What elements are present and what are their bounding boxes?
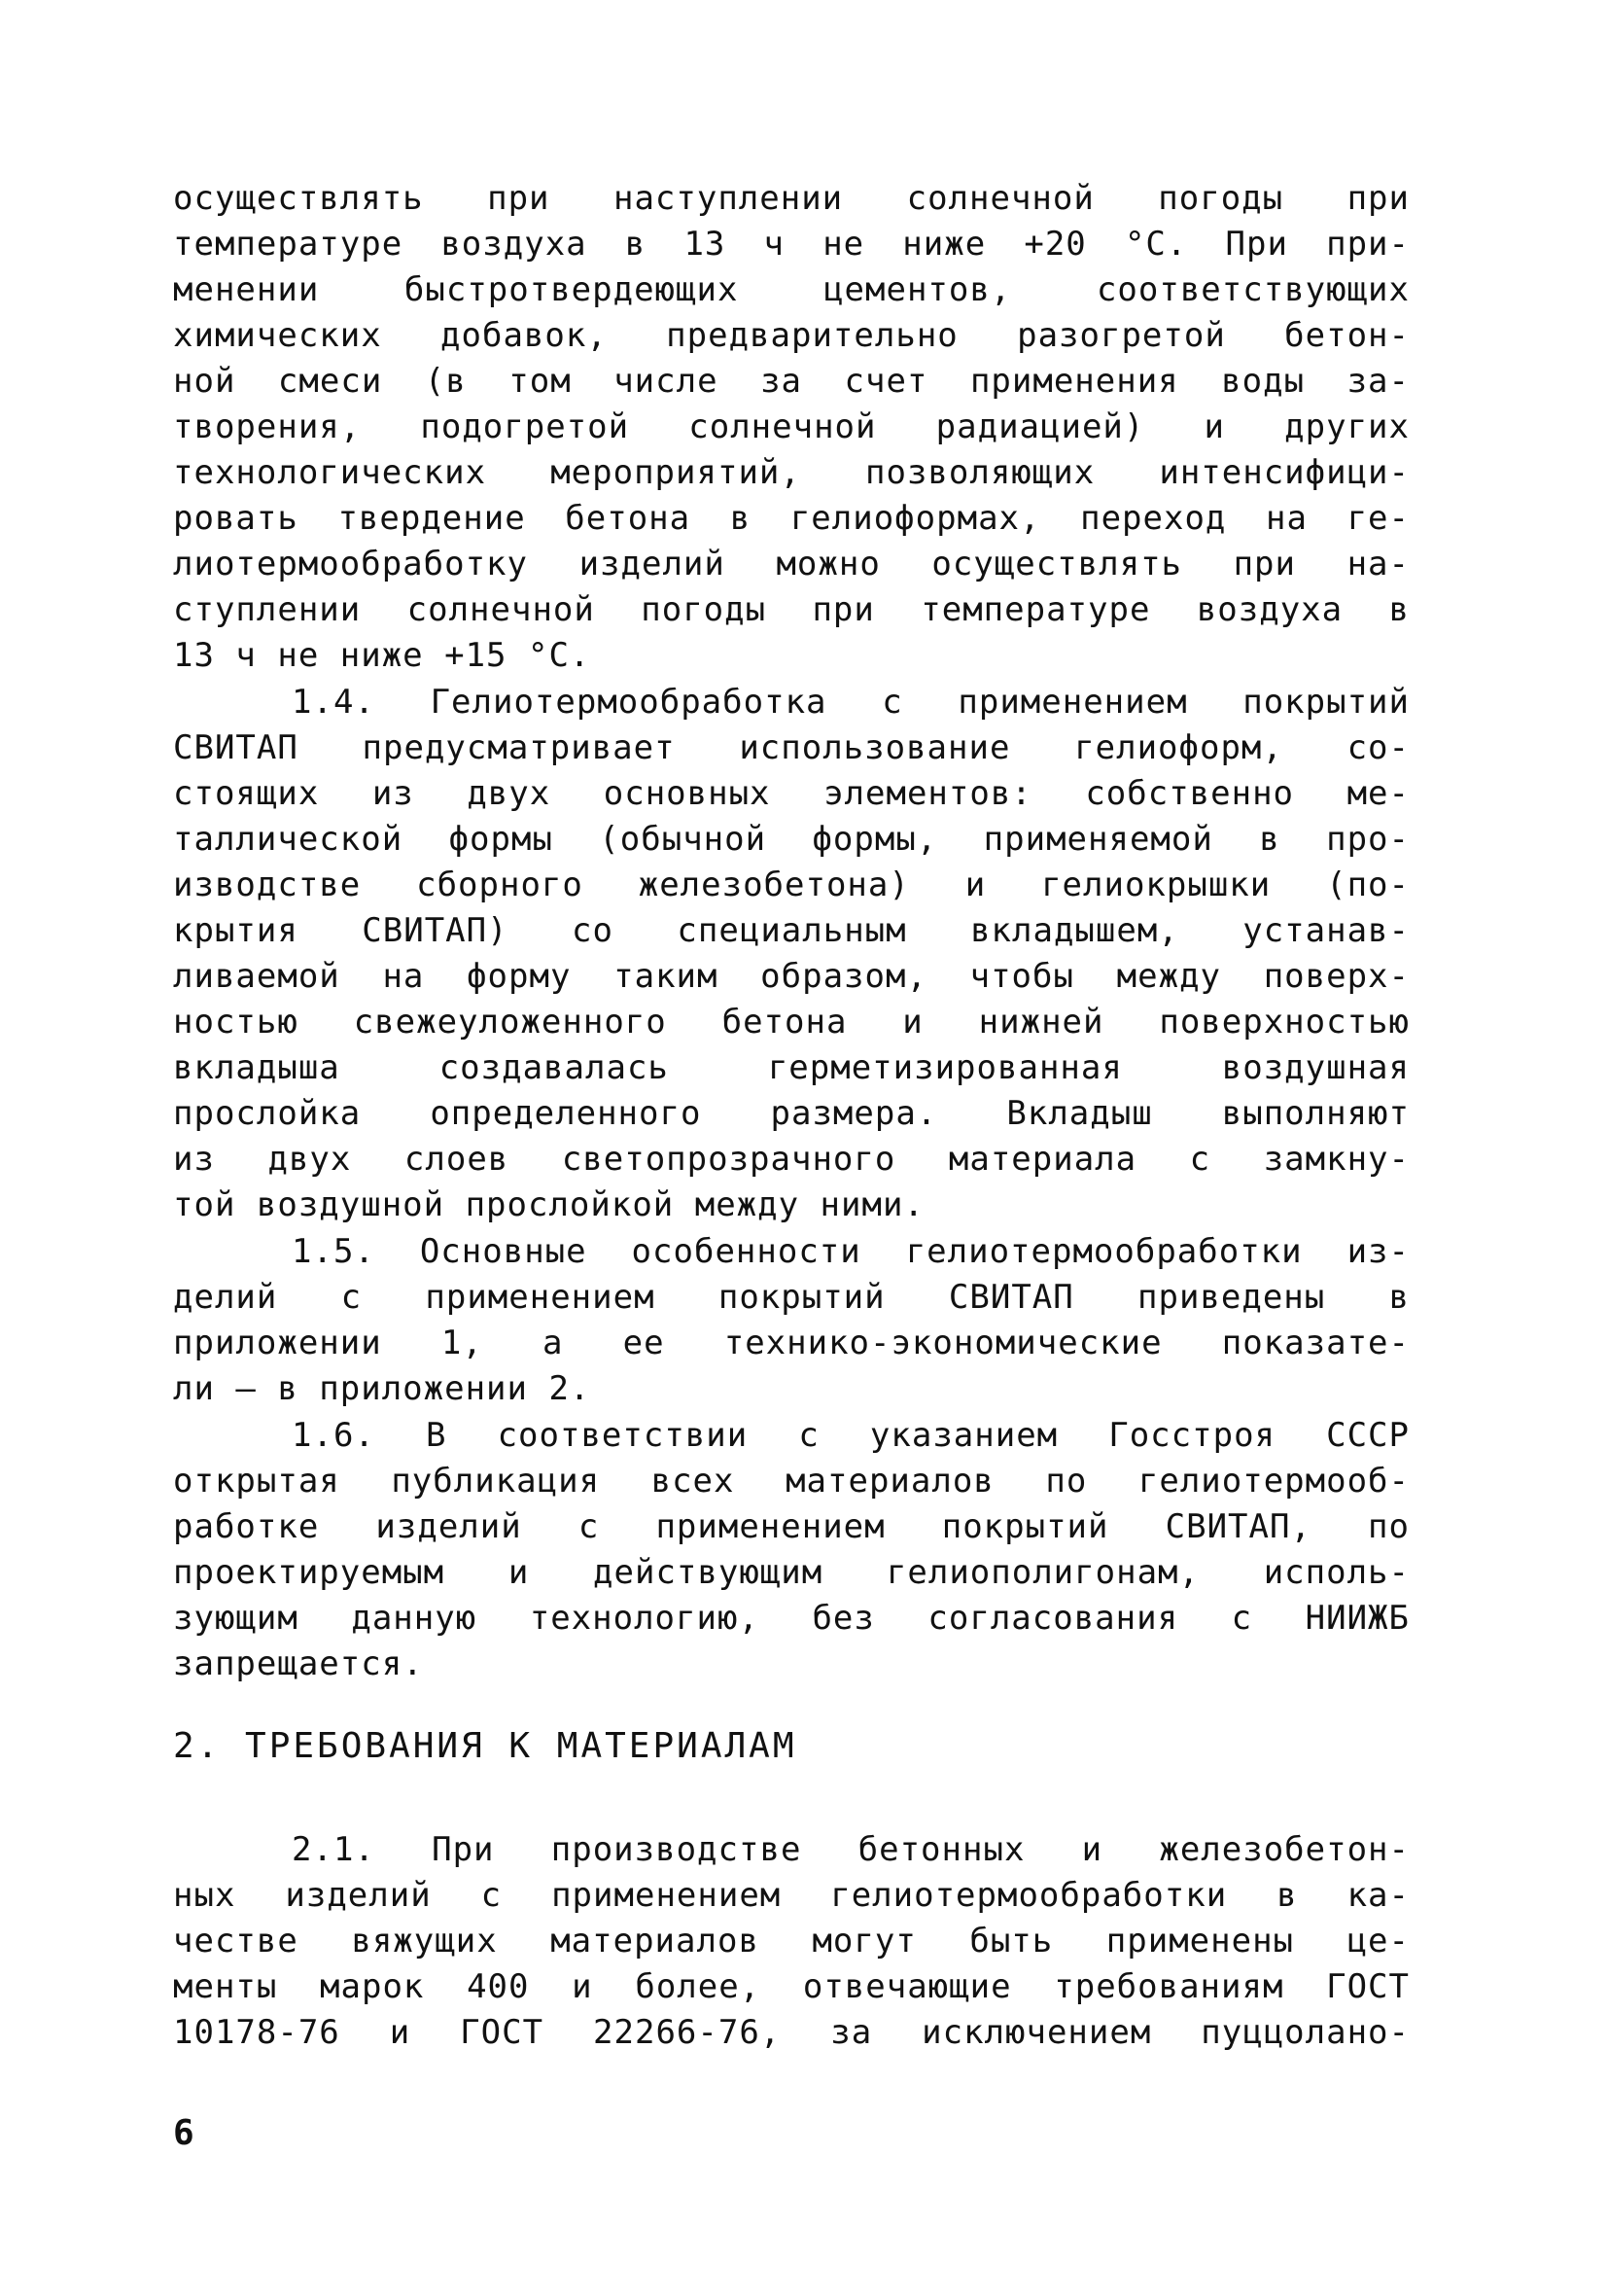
text-line: работке изделий с применением покрытий СВИТАП, по [173, 1507, 1410, 1546]
text-line: проектируемым и действующим гелиополигонам, исполь- [173, 1553, 1410, 1592]
text-line: зующим данную технологию, без согласования с НИИЖБ [173, 1599, 1410, 1638]
text-line: творения, подогретой солнечной радиацией) и других [173, 407, 1410, 446]
text-line: таллической формы (обычной формы, применяемой в про- [173, 820, 1410, 859]
text-line: стоящих из двух основных элементов: собственно ме- [173, 774, 1410, 813]
section-heading: 2. ТРЕБОВАНИЯ К МАТЕРИАЛАМ [173, 1726, 797, 1766]
text-line: менении быстротвердеющих цементов, соответствующих [173, 270, 1410, 309]
paragraph-1-6-first-line: 1.6. В соответствии с указанием Госстроя СССР [292, 1416, 1410, 1455]
text-line: крытия СВИТАП) со специальным вкладышем, устанав- [173, 911, 1410, 950]
text-line: изводстве сборного железобетона) и гелиокрышки (по- [173, 865, 1410, 904]
text-line: температуре воздуха в 13 ч не ниже +20 °С. При при- [173, 225, 1410, 264]
text-line: осуществлять при наступлении солнечной погоды при [173, 179, 1410, 218]
text-line: запрещается. [173, 1644, 424, 1683]
text-line: химических добавок, предварительно разогретой бетон- [173, 316, 1410, 355]
text-line: из двух слоев светопрозрачного материала с замкну- [173, 1140, 1410, 1179]
paragraph-1-5-first-line: 1.5. Основные особенности гелиотермообработки из- [292, 1232, 1410, 1271]
text-line: ли – в приложении 2. [173, 1369, 591, 1408]
text-line: лиотермообработку изделий можно осуществлять при на- [173, 545, 1410, 583]
text-line: приложении 1, а ее технико-экономические показате- [173, 1324, 1410, 1362]
text-line: честве вяжущих материалов могут быть применены це- [173, 1922, 1410, 1960]
text-line: СВИТАП предусматривает использование гелиоформ, со- [173, 728, 1410, 767]
text-line: ступлении солнечной погоды при температуре воздуха в [173, 590, 1410, 629]
text-line: ностью свежеуложенного бетона и нижней поверхностью [173, 1003, 1410, 1042]
text-line: той воздушной прослойкой между ними. [173, 1185, 925, 1224]
page-number: 6 [173, 2113, 194, 2153]
text-line: ной смеси (в том числе за счет применения воды за- [173, 362, 1410, 401]
text-line: открытая публикация всех материалов по гелиотермооб- [173, 1462, 1410, 1501]
text-line: 13 ч не ниже +15 °С. [173, 636, 591, 675]
paragraph-2-1-first-line: 2.1. При производстве бетонных и железобетон- [292, 1830, 1410, 1869]
text-line: вкладыша создавалась герметизированная воздушная [173, 1048, 1410, 1087]
text-line: менты марок 400 и более, отвечающие требованиям ГОСТ [173, 1967, 1410, 2006]
text-line: технологических мероприятий, позволяющих интенсифици- [173, 453, 1410, 492]
paragraph-1-4-first-line: 1.4. Гелиотермообработка с применением покрытий [292, 683, 1410, 722]
text-line: ных изделий с применением гелиотермообработки в ка- [173, 1876, 1410, 1915]
text-line: ливаемой на форму таким образом, чтобы между поверх- [173, 957, 1410, 996]
text-line: делий с применением покрытий СВИТАП приведены в [173, 1278, 1410, 1317]
text-line: прослойка определенного размера. Вкладыш выполняют [173, 1094, 1410, 1133]
text-line: ровать твердение бетона в гелиоформах, переход на ге- [173, 499, 1410, 538]
text-line: 10178-76 и ГОСТ 22266-76, за исключением пуццолано- [173, 2013, 1410, 2052]
